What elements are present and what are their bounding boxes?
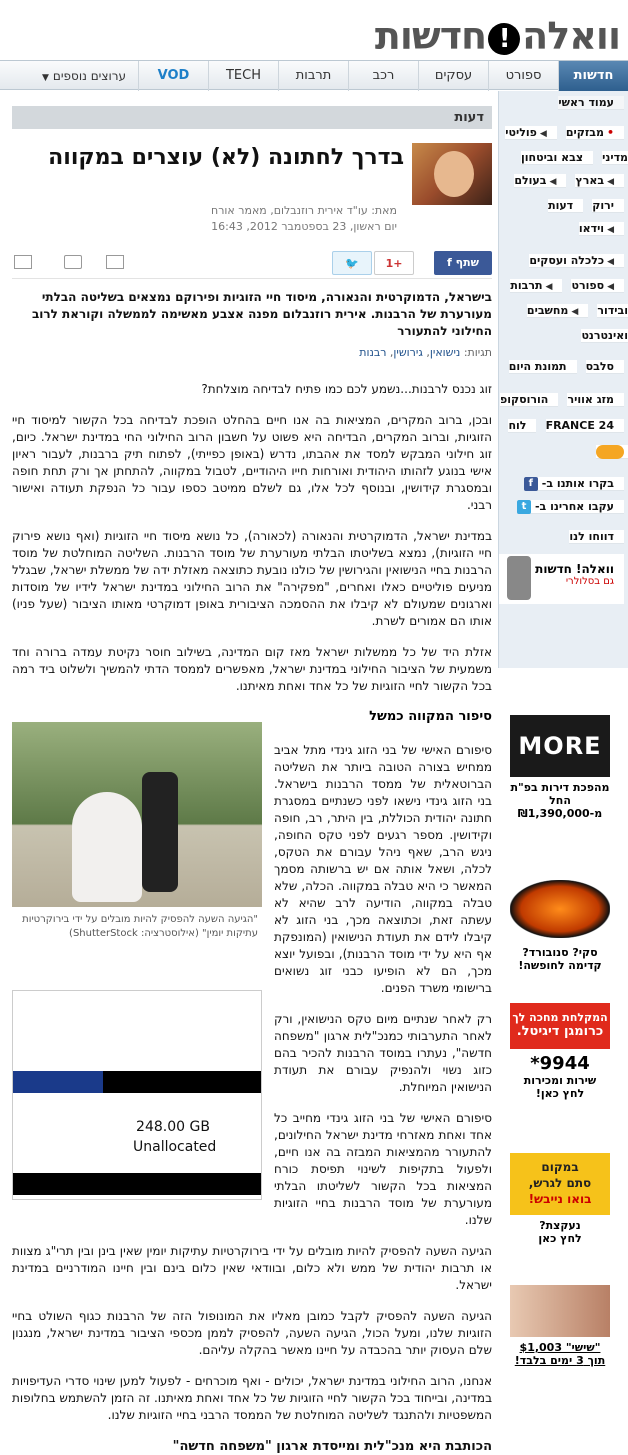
ad-text: קדימה לחופשה! bbox=[518, 959, 602, 972]
tag-link[interactable]: נישואין bbox=[429, 346, 461, 359]
ad-text: שירות ומכירות bbox=[523, 1074, 597, 1087]
sidebar-item-label: בעולם bbox=[514, 174, 547, 187]
ad-chromagen[interactable] bbox=[510, 1003, 610, 1100]
twitter-bird-icon: 🐦 bbox=[345, 257, 359, 270]
wedding-photo-figure bbox=[12, 722, 262, 972]
tab-sport[interactable]: ספורט bbox=[488, 61, 558, 91]
bullet-icon: • bbox=[606, 126, 614, 139]
bride-shape bbox=[72, 792, 142, 902]
disk-status: Unallocated bbox=[133, 1139, 217, 1155]
walla-mobile-title: וואלה! חדשות bbox=[535, 562, 614, 576]
walla-news-logo[interactable] bbox=[375, 14, 620, 58]
sidebar-item-label: סלבס bbox=[585, 360, 614, 373]
sidebar-item-home[interactable] bbox=[558, 96, 624, 110]
sidebar-item-label: תמונת היום bbox=[508, 360, 567, 373]
sidebar-item-security[interactable] bbox=[521, 151, 593, 165]
article-paragraph: הגיעה השעה להפסיק להיות מובלים על ידי בירוקרטיות עתיקות יומין שאין בינן ובין תרי"ג מצוות או תרבות יהודית של ממש ולא כלום, ובוודאי שאין כלום בינם ובין חיינו המודרניים במדינת ישראל. bbox=[12, 1244, 492, 1292]
disk-bar-partition bbox=[13, 1071, 103, 1093]
ad-text: "שישי" $1,003 bbox=[519, 1341, 601, 1354]
category-sidebar bbox=[498, 91, 628, 668]
article-flow-column bbox=[274, 742, 492, 1229]
sidebar-item-opinions[interactable] bbox=[548, 199, 583, 213]
article-paragraph: סיפורם האישי של בני הזוג גינדי מתל אביב ממחיש בצורה הטובה ביותר את השליטה הברוטאלית של ממסד הרבנות בישראל. בני הזוג גינדי נישאו לפני כשנתיים במסגרת חתונה יהודית הכוללת, בין היתר, רב, חופה וקידושין. מספר רגעים לפני טקס החופה, ניגש הרב, שאף ניהל עבורם את הטקס, לכלה, ושאל אותה אם יש ברשותה מסמך המאשר כי היא טבלה במקווה. הכלה, שלא טבלה במקווה, הודיעה לרב שהיא לא עשתה זאת, וכתוצאה מכך, בני הזוג לא קיבלו לידם את תעודת הנישואין (המונפקת אף היא על ידי מוסד הרבנות), ובפועל יוצא מכך, הם לא הופיעו כבני זוג נשואים ברישומי משרד הפנים. bbox=[274, 743, 492, 995]
article-paragraph: רק לאחר שנתיים מיום טקס הנישואין, ורק לאחר התערבותי כמנכ"לית ארגון "משפחה חדשה", נעתרו במוסד הרבנות להכיר בהם כזוג נשוי ולהנפיק עבורם את תעודת הנישואין המיוחלת. bbox=[274, 1012, 492, 1094]
ad-banner-text: כרומגן דיגיטל. bbox=[516, 1024, 604, 1039]
sidebar-item-sport[interactable] bbox=[571, 279, 624, 293]
ad-banner-text: המקלחת מחכה לך bbox=[512, 1011, 608, 1024]
tags-row: תגיות: נישואין, גירושין, רבנות bbox=[359, 346, 492, 359]
article-header bbox=[12, 143, 492, 247]
sidebar-item-label: עקבו אחרינו ב- bbox=[534, 500, 614, 513]
tab-cars[interactable]: רכב bbox=[348, 61, 418, 91]
facebook-icon: f bbox=[524, 477, 538, 491]
sidebar-item-label: צבא וביטחון bbox=[520, 151, 584, 164]
tab-business[interactable]: עסקים bbox=[418, 61, 488, 91]
ski-goggles-image bbox=[510, 880, 610, 938]
gplus-label: +1 bbox=[385, 257, 403, 270]
tags-label: תגיות: bbox=[463, 346, 492, 359]
publish-date: יום ראשון, 23 בספטמבר 2012, 16:43 bbox=[211, 220, 397, 233]
ad-banner-text: במקום bbox=[541, 1160, 579, 1174]
chromagen-banner bbox=[510, 1003, 610, 1049]
article-paragraph: אזלת היד של כל ממשלות ישראל מאז קום המדינה, בשילוב חוסר נקיטת עמדה ברורה וחד משמעית של הציבור החילוני במדינת ישראל, מאפשרים לממסד הדתי להמשיך ולשלוט ביד רמה בכל הקשור לחיי הזוגיות של כל אחד ואחת מאיתנו. bbox=[12, 645, 492, 693]
sidebar-item-label: עמוד ראשי bbox=[558, 96, 614, 109]
sidebar-item-france24[interactable] bbox=[546, 419, 624, 433]
more-logo: MORE bbox=[510, 715, 610, 777]
chevron-left-icon: ◀ bbox=[607, 282, 614, 292]
ad-text: תוך 3 ימים בלבד! bbox=[514, 1354, 606, 1367]
chevron-left-icon: ◀ bbox=[607, 257, 614, 267]
article bbox=[12, 106, 492, 1455]
tab-tech[interactable]: TECH bbox=[208, 61, 278, 91]
chevron-left-icon: ◀ bbox=[549, 177, 557, 187]
disk-bar bbox=[13, 1071, 261, 1093]
main-nav bbox=[0, 60, 628, 90]
disk-bar bbox=[13, 1173, 261, 1195]
author-line: מאת: עו"ד אירית רוזנבלום, מאמר אורח bbox=[211, 204, 397, 217]
sidebar-item-label: מחשבים ואינטרנט bbox=[526, 304, 628, 342]
byline bbox=[211, 203, 397, 235]
ad-text: לחץ כאן! bbox=[535, 1087, 585, 1100]
twitter-icon: t bbox=[517, 500, 531, 514]
logo-text-news: חדשות bbox=[374, 14, 487, 58]
mobile-phone-icon bbox=[507, 556, 531, 600]
ad-text: סקי? סנובורד? bbox=[522, 946, 598, 959]
sidebar-item-label: וידאו bbox=[578, 222, 605, 235]
sidebar-item-label: בארץ bbox=[575, 174, 605, 187]
more-channels-label: ערוצים נוספים bbox=[52, 69, 127, 83]
facebook-share-label: שתף bbox=[455, 256, 479, 269]
disk-label bbox=[133, 1117, 217, 1157]
article-paragraph: אנחנו, הרוב החילוני במדינת ישראל, יכולים - ואף מוכרחים - לפעול למען שינוי סדרי העדיפויות במדינה, ובייחוד בכל הקשור לחיי הזוגיות של כל אחד ואחת מאיתנו. זה הזמן להשתמש בחלופות המשפטיות ולהתנגד לשליטה המוחלטת של הממסד הרבני בחיי הזוגיות שלנו. bbox=[12, 1374, 492, 1422]
ad-text: נעקצת? bbox=[539, 1219, 581, 1232]
tab-news[interactable]: חדשות bbox=[558, 61, 628, 91]
article-lead: בישראל, הדמוקרטית והנאורה, מיסוד חיי הזוגיות ופירוקם נמצאים בשליטה הבלתי מעורערת של הרבנות. אירית רוזנבלום מפנה אצבע מאשימה לממשלה וקוראת לרוב החילוני להתעורר bbox=[31, 290, 492, 338]
sidebar-item-label: דווחו לנו bbox=[569, 530, 614, 543]
tab-culture[interactable]: תרבות bbox=[278, 61, 348, 91]
article-paragraph: סיפורם האישי של בני הזוג גינדי מחייב כל אחד ואחת מאזרחי מדינת ישראל החילונים, להתעורר מהמציאות המבזה בה אנו חיים, ולפעול בתקיפות לשינוי תפיסת כורח המציאות בכל הקשור לשליטתו הבלתי מעורערת של מוסד הרבנות בחיי הזוגיות שלנו. bbox=[274, 1111, 492, 1227]
author-photo bbox=[412, 143, 492, 205]
ad-phone-number: *9944 bbox=[530, 1053, 590, 1074]
sidebar-item-label: הורוסקופ bbox=[500, 393, 549, 406]
sidebar-item-label: ספורט bbox=[571, 279, 605, 292]
mail-icon[interactable] bbox=[106, 255, 124, 269]
sidebar-item-flash[interactable] bbox=[566, 126, 624, 140]
chevron-left-icon: ◀ bbox=[571, 307, 579, 317]
disk-size: 248.00 GB bbox=[136, 1119, 210, 1135]
article-paragraph: הגיעה השעה להפסיק לקבל כמובן מאליו את המונופול הזה של הרבנות כגוף השולט בחיי הזוגיות שלנו, ומעל הכול, הגיעה השעה, להפסיק לממן מכספי הציבור במדינת ישראל, מנגנון שלם העסוק יותר בהכבדה על חיינו מאשר בהקלה עליהם. bbox=[12, 1309, 492, 1357]
sidebar-item-label: דעות bbox=[548, 199, 574, 212]
tab-vod[interactable]: VOD bbox=[138, 61, 208, 91]
more-channels-dropdown[interactable] bbox=[30, 61, 138, 91]
sidebar-item-label: ירוק bbox=[592, 199, 614, 212]
twitter-share-button[interactable] bbox=[332, 251, 372, 275]
disk-screenshot-figure[interactable] bbox=[12, 990, 262, 1200]
print-icon[interactable] bbox=[14, 255, 32, 269]
walla-mobile-subtitle: גם בסלולרי bbox=[565, 576, 614, 587]
logo-bang-icon: ! bbox=[488, 23, 520, 55]
sidebar-item-economy[interactable] bbox=[529, 254, 624, 268]
ad-ski[interactable] bbox=[510, 880, 610, 972]
chevron-down-icon: ▼ bbox=[41, 73, 49, 83]
couple-image bbox=[510, 1285, 610, 1337]
sidebar-item-label: כלכלה ועסקים bbox=[529, 254, 605, 267]
sidebar-item-video[interactable] bbox=[579, 222, 624, 236]
chevron-left-icon: ◀ bbox=[607, 177, 614, 187]
sidebar-item-label: בקרו אותנו ב- bbox=[541, 477, 614, 490]
article-paragraph: במדינת ישראל, הדמוקרטית והנאורה (לכאורה), כל נושא מיסוד חיי הזוגיות (ואף נושא פירוק חיי הזוגיות), נמצא בשליטתו הבלתי מעורערת של מוסד הרבנות. השליטה המוחלטת של מוסד הרבנות בחיי הנישואין והגירושין של כולנו נובעת כתוצאה מאזלת ידה של ממשלת ישראל, שבגלל מניעים פוליטיים כאלו ואחרים, "מפקירה" את הרוב החילוני במדינת ישראל לידיו של מוסדות וארגונים שמעולם לא קיבלו את ההסמכה הציבורית באופן דמוקרטי מאותו הציבור (שעל פניו) אותו הם אמורים לשרת. bbox=[12, 529, 492, 628]
ad-text: לחץ כאן bbox=[538, 1232, 582, 1245]
sidebar-item-world[interactable] bbox=[514, 174, 566, 188]
ad-mosquito[interactable] bbox=[510, 1153, 610, 1245]
sidebar-item-label: מזג אוויר bbox=[567, 393, 614, 406]
gplus-button[interactable] bbox=[374, 251, 414, 275]
sidebar-item-photo-of-day[interactable] bbox=[509, 360, 577, 374]
chevron-left-icon: ◀ bbox=[545, 282, 553, 292]
ad-more[interactable] bbox=[510, 715, 610, 820]
sidebar-item-weather[interactable] bbox=[567, 393, 624, 407]
tag-link[interactable]: גירושין bbox=[393, 346, 423, 359]
sidebar-item-israel[interactable] bbox=[575, 174, 624, 188]
ad-banner-text: בואו נייבש! bbox=[528, 1192, 592, 1206]
logo-text-walla: וואלה bbox=[522, 14, 620, 58]
chevron-left-icon: ◀ bbox=[539, 129, 547, 139]
sidebar-item-horoscope[interactable] bbox=[500, 393, 558, 407]
sidebar-item-label: FRANCE 24 bbox=[545, 419, 614, 432]
ad-text: מהפכת דירות בפ"ת bbox=[510, 781, 610, 794]
article-paragraph: ובכן, ברוב המקרים, המציאות בה אנו חיים בהחלט הופכת לבדיחה בכל הקשור למיסוד חיי הזוגיות, וברוב המקרים, הבדיחה היא פשוט על חשבון הרוב החילוני החי במדינת ישראל. כיום, זוג חילוני המבקש למסד את אהבתו, נדרש (באופן כפייתי), לפתוח תיק ברבנות, לעבור ראיון אישי בנוגע לזהותו היהודית ואורחות חייו היהודיים, לטבול במקווה, להתחתן אך ורק תחת חופה ובמסגרת קידושין, ובנוסף לכל אלו, גם לשלם ממיטב כספו עבור כל הנפקת תעודה ואישור רבני. bbox=[12, 413, 492, 512]
sidebar-item-facebook[interactable] bbox=[524, 477, 624, 491]
sidebar-item-label: מבזקים bbox=[565, 126, 604, 139]
author-footer: הכותבת היא מנכ"לית ומייסדת ארגון "משפחה חדשה" bbox=[172, 1439, 492, 1454]
sidebar-item-twitter[interactable] bbox=[517, 500, 624, 514]
comment-icon[interactable] bbox=[64, 255, 82, 269]
ad-banner-text: סתם לגרש, bbox=[528, 1176, 592, 1190]
sidebar-item-celebs[interactable] bbox=[586, 360, 624, 374]
walla-mobile-promo[interactable] bbox=[499, 554, 624, 604]
tag-link[interactable]: רבנות bbox=[359, 346, 387, 359]
ad-text: החל מ-₪1,390,000 bbox=[517, 794, 603, 820]
article-headline: בדרך לחתונה (לא) עוצרים במקווה bbox=[48, 145, 404, 170]
section-title: דעות bbox=[12, 106, 492, 129]
sidebar-item-label: לוח bbox=[508, 419, 527, 432]
groom-shape bbox=[142, 772, 178, 892]
sidebar-item-green[interactable] bbox=[592, 199, 624, 213]
facebook-icon: f bbox=[447, 256, 452, 269]
share-toolbar bbox=[12, 249, 492, 279]
sidebar-item-label: פוליטי מדיני bbox=[505, 126, 628, 164]
chevron-left-icon: ◀ bbox=[607, 225, 614, 235]
ad-shishi[interactable] bbox=[510, 1285, 610, 1367]
wedding-photo[interactable] bbox=[12, 722, 262, 907]
site-header bbox=[0, 0, 628, 60]
yad2-icon bbox=[596, 445, 624, 459]
facebook-share-button[interactable] bbox=[434, 251, 492, 275]
sidebar-item-report[interactable] bbox=[569, 530, 624, 544]
photo-caption: "הגיעה השעה להפסיק להיות מובלים על ידי בירוקרטיות עתיקות יומין" (אילוסטרציה: ShutterStock) bbox=[22, 914, 258, 939]
sidebar-item-label: תרבות ובידור bbox=[510, 279, 628, 317]
article-subhead: סיפור המקווה כמשל bbox=[369, 709, 492, 724]
mosquito-banner bbox=[510, 1153, 610, 1215]
article-paragraph: זוג נכנס לרבנות...נשמע לכם כמו פתיח לבדיחה מוצלחת? bbox=[201, 382, 492, 396]
